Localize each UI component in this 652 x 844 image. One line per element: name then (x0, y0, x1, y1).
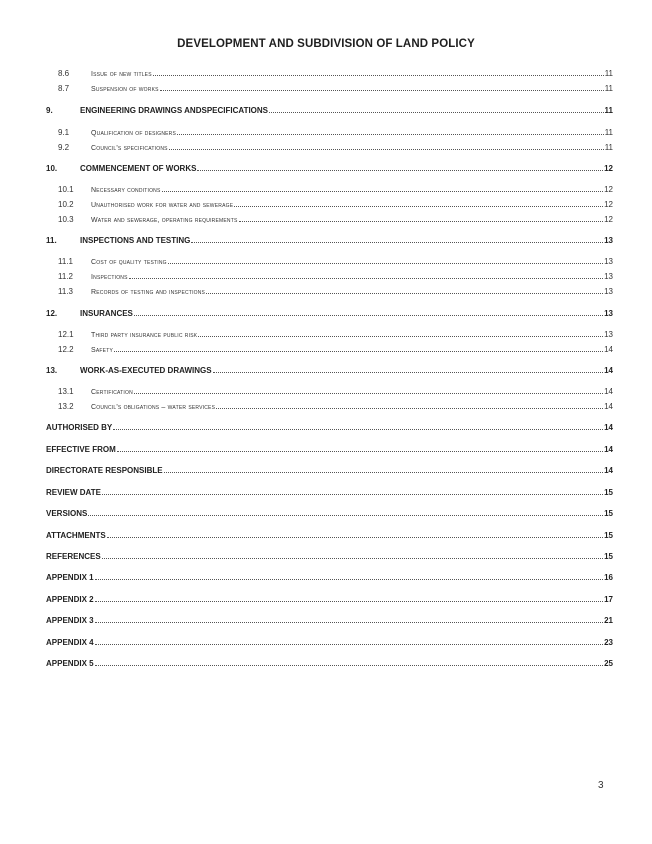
dot-leader (216, 407, 603, 409)
toc-entry-label: Necessary conditions (91, 187, 161, 194)
dot-leader (162, 190, 604, 192)
dot-leader (95, 621, 604, 623)
toc-entry-number: 9.1 (58, 128, 70, 137)
toc-entry-label: REVIEW DATE (46, 488, 101, 497)
toc-entry-review-date[interactable] (46, 485, 613, 497)
dot-leader (269, 111, 604, 113)
toc-section-10[interactable] (46, 161, 613, 173)
dot-leader (191, 241, 603, 243)
dot-leader (95, 643, 604, 645)
toc-entry-label: Council's obligations – water services (91, 404, 216, 411)
toc-entry-12-1[interactable] (58, 327, 613, 339)
toc-entry-8-6[interactable] (58, 66, 613, 78)
toc-entry-label: APPENDIX 4 (46, 638, 94, 647)
toc-entry-label: Certification (91, 389, 133, 396)
toc-entry-10-2[interactable] (58, 197, 613, 209)
dot-leader (213, 371, 604, 373)
page-number: 3 (598, 780, 604, 791)
toc-entry-label: REFERENCES (46, 552, 101, 561)
dot-leader (114, 350, 603, 352)
toc-section-page: 12 (604, 164, 613, 173)
toc-entry-page: 14 (604, 445, 613, 454)
toc-entry-label: Third party insurance public risk (91, 332, 198, 339)
toc-entry-page: 14 (604, 345, 613, 354)
dot-leader (153, 74, 604, 76)
toc-entry-page: 16 (604, 573, 613, 582)
toc-entry-number: 8.6 (58, 69, 70, 78)
toc-section-page: 13 (604, 236, 613, 245)
toc-entry-effective-from[interactable] (46, 442, 613, 454)
toc-section-number: 12. (46, 309, 58, 318)
toc-entry-label: Unauthorised work for water and sewerage (91, 202, 234, 209)
toc-entry-page: 25 (604, 659, 613, 668)
toc-entry-9-1[interactable] (58, 125, 613, 137)
toc-entry-label: Council's specifications (91, 145, 168, 152)
dot-leader (198, 335, 603, 337)
toc-entry-page: 15 (604, 509, 613, 518)
toc-section-label: WORK-AS-EXECUTED DRAWINGS (80, 366, 212, 375)
dot-leader (134, 314, 603, 316)
toc-entry-directorate-responsible[interactable] (46, 463, 613, 475)
toc-section-11[interactable] (46, 233, 613, 245)
toc-entry-appendix-2[interactable] (46, 592, 613, 604)
toc-entry-appendix-5[interactable] (46, 656, 613, 668)
toc-entry-11-2[interactable] (58, 269, 613, 281)
toc-entry-page: 15 (604, 488, 613, 497)
toc-entry-authorised-by[interactable] (46, 420, 613, 432)
dot-leader (177, 133, 604, 135)
toc-entry-appendix-4[interactable] (46, 635, 613, 647)
dot-leader (107, 536, 603, 538)
toc-entry-13-1[interactable] (58, 384, 613, 396)
toc-entry-10-3[interactable] (58, 212, 613, 224)
toc-section-number: 10. (46, 164, 58, 173)
toc-section-number: 11. (46, 236, 57, 245)
toc-entry-number: 13.1 (58, 387, 74, 396)
dot-leader (95, 600, 604, 602)
toc-entry-12-2[interactable] (58, 342, 613, 354)
dot-leader (102, 493, 603, 495)
toc-entry-page: 17 (604, 595, 613, 604)
toc-entry-label: Qualification of designers (91, 130, 177, 137)
toc-entry-references[interactable] (46, 549, 613, 561)
toc-section-label: COMMENCEMENT OF WORKS (80, 164, 197, 173)
toc-entry-label: Water and sewerage, operating requirements (91, 217, 238, 224)
toc-entry-label: AUTHORISED BY (46, 423, 113, 432)
dot-leader (206, 292, 603, 294)
document-title: DEVELOPMENT AND SUBDIVISION OF LAND POLICY (177, 38, 475, 50)
toc-entry-versions[interactable] (46, 506, 613, 518)
toc-entry-8-7[interactable] (58, 81, 613, 93)
toc-entry-label: VERSIONS (46, 509, 88, 518)
toc-entry-page: 12 (604, 185, 613, 194)
toc-section-label: INSPECTIONS AND TESTING (80, 236, 191, 245)
toc-section-page: 11 (604, 106, 613, 115)
toc-entry-number: 13.2 (58, 402, 74, 411)
toc-section-number: 9. (46, 106, 53, 115)
toc-entry-page: 12 (604, 200, 613, 209)
toc-entry-page: 13 (604, 272, 613, 281)
toc-entry-page: 13 (604, 330, 613, 339)
toc-entry-number: 12.2 (58, 345, 74, 354)
toc-entry-label: Safety (91, 347, 113, 354)
toc-entry-page: 15 (604, 531, 613, 540)
dot-leader (113, 428, 603, 430)
toc-entry-page: 12 (604, 215, 613, 224)
dot-leader (164, 471, 603, 473)
toc-section-9[interactable] (46, 103, 613, 115)
toc-entry-page: 11 (604, 84, 613, 93)
toc-entry-label: Suspension of works (91, 86, 159, 93)
toc-entry-page: 14 (604, 466, 613, 475)
toc-entry-page: 13 (604, 257, 613, 266)
toc-entry-label: Inspections (91, 274, 128, 281)
toc-entry-page: 14 (604, 402, 613, 411)
toc-entry-number: 9.2 (58, 143, 70, 152)
toc-entry-number: 12.1 (58, 330, 74, 339)
toc-section-13[interactable] (46, 363, 613, 375)
toc-entry-attachments[interactable] (46, 528, 613, 540)
toc-entry-page: 13 (604, 287, 613, 296)
dot-leader (102, 557, 603, 559)
toc-entry-number: 10.2 (58, 200, 74, 209)
toc-entry-11-1[interactable] (58, 254, 613, 266)
dot-leader (197, 169, 603, 171)
toc-entry-page: 11 (604, 143, 613, 152)
toc-entry-label: APPENDIX 2 (46, 595, 94, 604)
toc-entry-13-2[interactable] (58, 399, 613, 411)
toc-entry-page: 11 (604, 128, 613, 137)
toc-entry-10-1[interactable] (58, 182, 613, 194)
toc-entry-number: 11.2 (58, 272, 73, 281)
toc-entry-9-2[interactable] (58, 140, 613, 152)
toc-entry-number: 8.7 (58, 84, 70, 93)
toc-entry-label: Issue of new titles (91, 71, 152, 78)
toc-section-page: 13 (604, 309, 613, 318)
toc-entry-label: APPENDIX 3 (46, 616, 94, 625)
dot-leader (134, 392, 603, 394)
dot-leader (129, 277, 603, 279)
toc-section-page: 14 (604, 366, 613, 375)
toc-entry-page: 14 (604, 387, 613, 396)
toc-section-number: 13. (46, 366, 58, 375)
toc-entry-label: ATTACHMENTS (46, 531, 106, 540)
toc-section-label: ENGINEERING DRAWINGS ANDSPECIFICATIONS (80, 106, 269, 115)
toc-entry-page: 23 (604, 638, 613, 647)
toc-entry-number: 10.3 (58, 215, 74, 224)
toc-entry-page: 14 (604, 423, 613, 432)
dot-leader (95, 578, 604, 580)
dot-leader (239, 220, 604, 222)
dot-leader (95, 664, 604, 666)
dot-leader (168, 262, 603, 264)
toc-entry-label: Records of testing and inspections (91, 289, 206, 296)
toc-entry-number: 11.3 (58, 287, 73, 296)
toc-entry-number: 11.1 (58, 257, 73, 266)
toc-entry-label: APPENDIX 5 (46, 659, 94, 668)
dot-leader (160, 89, 604, 91)
toc-entry-page: 11 (604, 69, 613, 78)
toc-entry-11-3[interactable] (58, 284, 613, 296)
toc-entry-page: 21 (604, 616, 613, 625)
dot-leader (88, 514, 603, 516)
dot-leader (117, 450, 603, 452)
toc-entry-appendix-3[interactable] (46, 613, 613, 625)
toc-section-label: INSURANCES (80, 309, 133, 318)
toc-entry-label: EFFECTIVE FROM (46, 445, 116, 454)
toc-entry-appendix-1[interactable] (46, 570, 613, 582)
toc-entry-label: Cost of quality testing (91, 259, 167, 266)
dot-leader (234, 205, 603, 207)
dot-leader (169, 148, 604, 150)
toc-entry-number: 10.1 (58, 185, 74, 194)
toc-section-12[interactable] (46, 306, 613, 318)
toc-entry-label: DIRECTORATE RESPONSIBLE (46, 466, 163, 475)
toc-entry-label: APPENDIX 1 (46, 573, 94, 582)
toc-entry-page: 15 (604, 552, 613, 561)
